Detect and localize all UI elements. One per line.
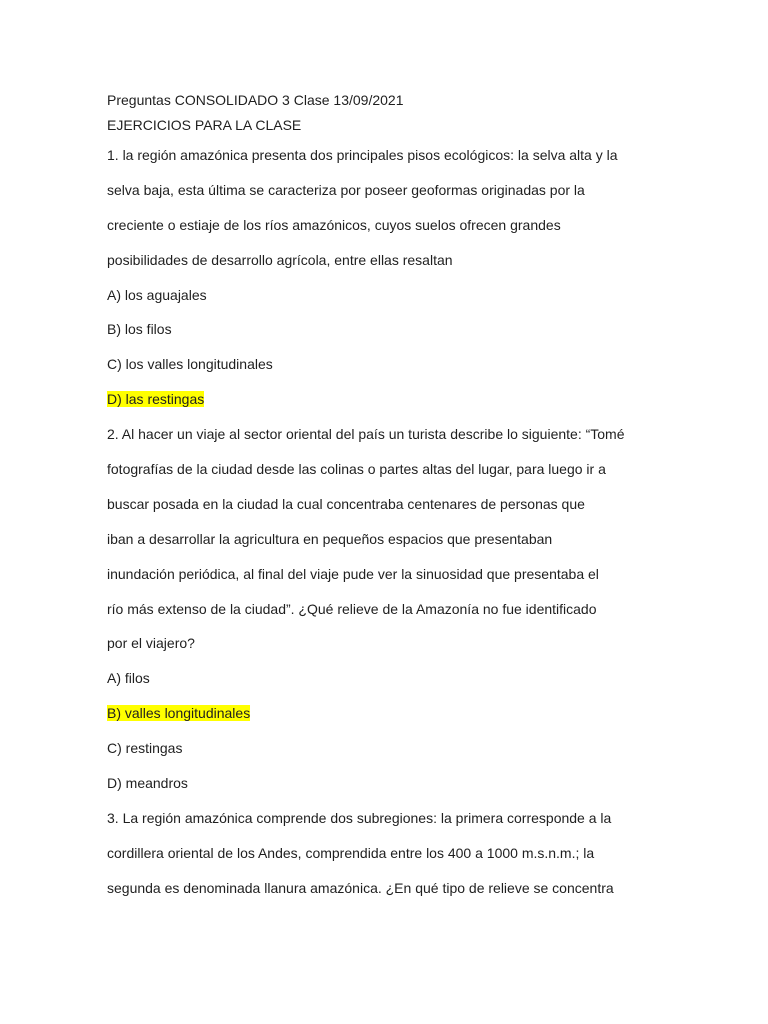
question-1 (107, 145, 667, 409)
question-1-option-b (107, 319, 667, 339)
question-2-option-b (107, 703, 667, 723)
question-2-option-d (107, 773, 667, 793)
question-1-line: 1. la región amazónica presenta dos principales pisos ecológicos: la selva alta y la (107, 147, 618, 163)
question-3-line: 3. La región amazónica comprende dos subregiones: la primera corresponde a la (107, 809, 612, 826)
document-title: Preguntas CONSOLIDADO 3 Clase 13/09/2021 (107, 92, 404, 108)
document-body (107, 90, 667, 913)
question-1-line: creciente o estiaje de los ríos amazónicos, cuyos suelos ofrecen grandes (107, 216, 561, 233)
question-2-line: 2. Al hacer un viaje al sector oriental del país un turista describe lo siguiente: “Tomé (107, 426, 625, 443)
question-1-line: selva baja, esta última se caracteriza por poseer geoformas originadas por la (107, 181, 585, 198)
document-subtitle: EJERCICIOS PARA LA CLASE (107, 117, 302, 133)
option-text: D) meandros (107, 775, 188, 792)
question-2-option-c (107, 738, 667, 758)
question-2-line: buscar posada en la ciudad la cual concentraba centenares de personas que (107, 495, 585, 512)
option-text: A) filos (107, 670, 150, 687)
question-2-option-a (107, 668, 667, 688)
question-3-line: segunda es denominada llanura amazónica. ¿En qué tipo de relieve se concentra (107, 879, 614, 896)
question-1-option-d (107, 389, 667, 409)
question-1-line: posibilidades de desarrollo agrícola, entre ellas resaltan (107, 251, 453, 268)
question-2-line: fotografías de la ciudad desde las colinas o partes altas del lugar, para luego ir a (107, 461, 606, 478)
highlighted-answer: D) las restingas (107, 391, 205, 408)
question-2-line: iban a desarrollar la agricultura en pequeños espacios que presentaban (107, 530, 553, 547)
option-text: A) los aguajales (107, 286, 207, 303)
question-2-line: inundación periódica, al final del viaje pude ver la sinuosidad que presentaba el (107, 565, 599, 582)
option-text: B) los filos (107, 321, 172, 338)
question-3 (107, 808, 667, 898)
question-3-line: cordillera oriental de los Andes, comprendida entre los 400 a 1000 m.s.n.m.; la (107, 844, 595, 861)
question-2 (107, 424, 667, 793)
highlighted-answer: B) valles longitudinales (107, 705, 251, 722)
question-2-line: río más extenso de la ciudad”. ¿Qué relieve de la Amazonía no fue identificado (107, 600, 597, 617)
option-text: C) los valles longitudinales (107, 356, 273, 373)
question-1-option-c (107, 354, 667, 374)
question-2-line: por el viajero? (107, 635, 195, 652)
question-1-option-a (107, 285, 667, 305)
option-text: C) restingas (107, 740, 183, 757)
